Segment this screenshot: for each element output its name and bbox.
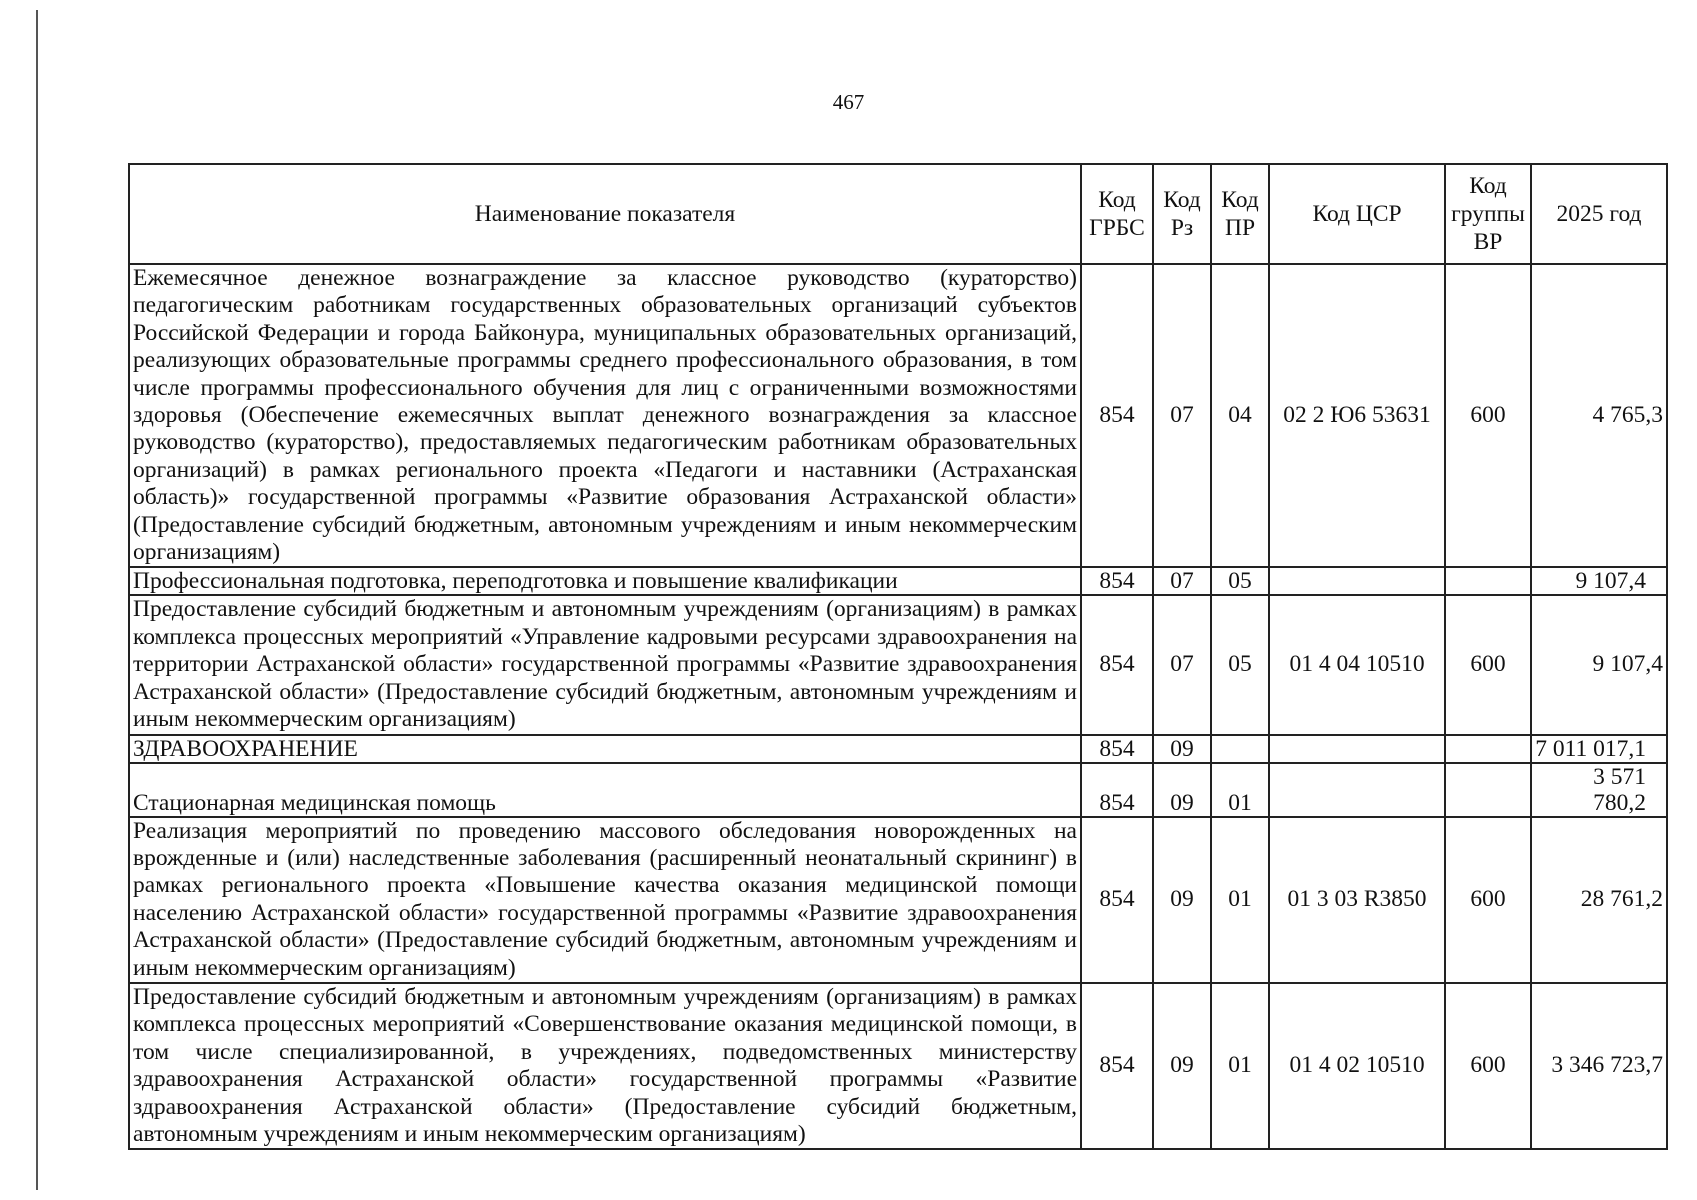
header-pr: Код ПР [1211,164,1269,264]
row-grbs: 854 [1081,567,1153,595]
row-pr: 01 [1211,983,1269,1149]
row-vr: 600 [1445,595,1531,734]
row-grbs: 854 [1081,763,1153,817]
row-amount: 28 761,2 [1531,817,1667,983]
row-grbs: 854 [1081,817,1153,983]
header-grbs: Код ГРБС [1081,164,1153,264]
row-csr: 01 3 03 R3850 [1269,817,1445,983]
row-name: Стационарная медицинская помощь [129,763,1081,817]
row-csr: 01 4 02 10510 [1269,983,1445,1149]
row-amount: 7 011 017,1 [1531,735,1667,763]
row-csr [1269,567,1445,595]
row-rz: 09 [1153,763,1211,817]
row-pr: 05 [1211,567,1269,595]
row-amount: 3 571 780,2 [1531,763,1667,817]
row-grbs: 854 [1081,983,1153,1149]
row-csr: 02 2 Ю6 53631 [1269,264,1445,567]
row-amount: 9 107,4 [1531,595,1667,734]
row-amount: 9 107,4 [1531,567,1667,595]
row-name: ЗДРАВООХРАНЕНИЕ [129,735,1081,763]
row-name: Ежемесячное денежное вознаграждение за классное руководство (кураторство) педагогическим работникам государственных образовательных организаций субъектов Российской Федерации и города Байконура, муниципальных образовательных организаций, реализующих образовательные программы среднего профессионального образования, в том числе программы профессионального обучения для лиц с ограниченными возможностями здоровья (Обеспечение ежемесячных выплат денежного вознаграждения за классное руководство (кураторство), предоставляемых педагогическим работникам образовательных организаций) в рамках регионального проекта «Педагоги и наставники (Астраханская область)» государственной программы «Развитие образования Астраханской области» (Предоставление субсидий бюджетным, автономным учреждениям и иным некоммерческим организациям) [129,264,1081,567]
row-rz: 07 [1153,567,1211,595]
table-row [129,817,1667,983]
table-header-row [129,164,1667,264]
row-name: Реализация мероприятий по проведению массового обследования новорожденных на врожденные и (или) наследственные заболевания (расширенный неонатальный скрининг) в рамках регионального проекта «Повышение качества оказания медицинской помощи населению Астраханской области» государственной программы «Развитие здравоохранения Астраханской области» (Предоставление субсидий бюджетным, автономным учреждениям и иным некоммерческим организациям) [129,817,1081,983]
table-row [129,735,1667,763]
table-row [129,264,1667,567]
row-pr: 04 [1211,264,1269,567]
row-rz: 09 [1153,983,1211,1149]
budget-table [128,163,1668,1150]
row-name: Профессиональная подготовка, переподготовка и повышение квалификации [129,567,1081,595]
row-csr [1269,735,1445,763]
row-amount: 3 346 723,7 [1531,983,1667,1149]
table-row [129,595,1667,734]
page-number: 467 [832,90,865,114]
table-row [129,567,1667,595]
row-pr: 01 [1211,763,1269,817]
row-csr [1269,763,1445,817]
row-pr: 05 [1211,595,1269,734]
row-amount: 4 765,3 [1531,264,1667,567]
row-grbs: 854 [1081,595,1153,734]
row-vr: 600 [1445,264,1531,567]
header-rz: Код Рз [1153,164,1211,264]
row-vr [1445,567,1531,595]
row-vr [1445,735,1531,763]
row-name: Предоставление субсидий бюджетным и автономным учреждениям (организациям) в рамках комплекса процессных мероприятий «Совершенствование оказания медицинской помощи, в том числе специализированной, в учреждениях, подведомственных министерству здравоохранения Астраханской области» государственной программы «Развитие здравоохранения Астраханской области» (Предоставление субсидий бюджетным, автономным учреждениям и иным некоммерческим организациям) [129,983,1081,1149]
table-row [129,983,1667,1149]
row-csr: 01 4 04 10510 [1269,595,1445,734]
header-name: Наименование показателя [129,164,1081,264]
header-vr: Код группы ВР [1445,164,1531,264]
row-name: Предоставление субсидий бюджетным и автономным учреждениям (организациям) в рамках комплекса процессных мероприятий «Управление кадровыми ресурсами здравоохранения на территории Астраханской области» государственной программы «Развитие здравоохранения Астраханской области» (Предоставление субсидий бюджетным, автономным учреждениям и иным некоммерческим организациям) [129,595,1081,734]
row-rz: 09 [1153,735,1211,763]
row-pr [1211,735,1269,763]
table-row [129,763,1667,817]
row-grbs: 854 [1081,735,1153,763]
row-grbs: 854 [1081,264,1153,567]
binding-margin-line [36,10,38,1190]
row-rz: 07 [1153,264,1211,567]
row-vr: 600 [1445,983,1531,1149]
row-rz: 09 [1153,817,1211,983]
row-pr: 01 [1211,817,1269,983]
row-vr [1445,763,1531,817]
header-year: 2025 год [1531,164,1667,264]
row-rz: 07 [1153,595,1211,734]
header-csr: Код ЦСР [1269,164,1445,264]
row-vr: 600 [1445,817,1531,983]
